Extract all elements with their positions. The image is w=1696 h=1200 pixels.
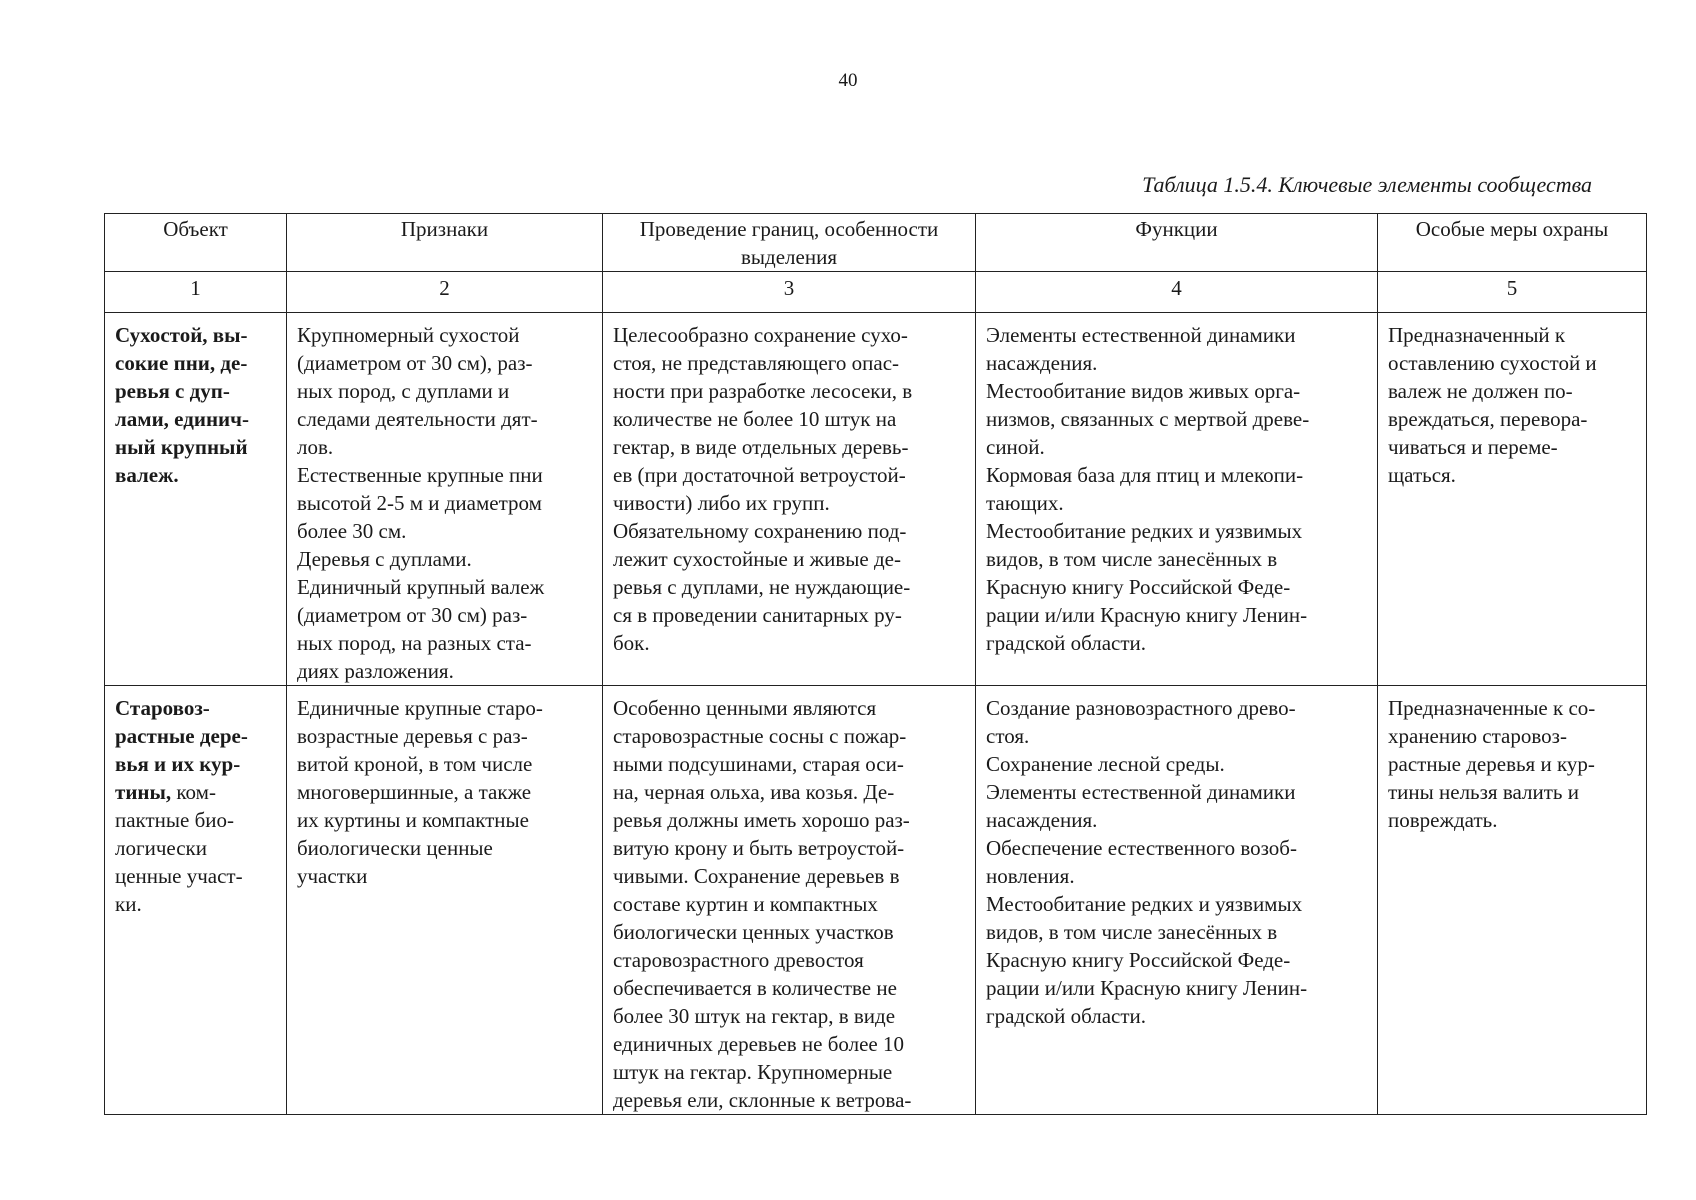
protection-cell: Предназначенный к оставлению сухостой и валеж не должен по- вреждаться, перевора- чиваться и переме- щаться. <box>1378 313 1647 686</box>
header-boundaries: Проведение границ, особенности выделения <box>603 214 976 272</box>
object-name: Старовоз- растные дере- вья и их кур- тины, <box>115 696 248 804</box>
object-description: ком- пактные био- логически ценные участ- ки. <box>115 780 243 916</box>
protection-cell: Предназначенные к со- хранению старовоз- растные деревья и кур- тины нельзя валить и повреждать. <box>1378 686 1647 1115</box>
header-protection: Особые меры охраны <box>1378 214 1647 272</box>
object-cell <box>105 313 287 686</box>
page-number: 40 <box>838 70 858 91</box>
column-number: 4 <box>976 272 1378 313</box>
boundaries-cell: Целесообразно сохранение сухо- стоя, не представляющего опас- ности при разработке лесосеки, в количестве не более 10 штук на гектар, в виде отдельных деревь- ев (при достаточной ветроустой- чивости) либо их групп. Обязательному сохранению под- лежит сухостойные и живые де- ревья с дуплами, не нуждающие- ся в проведении санитарных ру- бок. <box>603 313 976 686</box>
table-header-row <box>105 214 1647 272</box>
features-cell: Единичные крупные старо- возрастные деревья с раз- витой кроной, в том числе многовершинные, а также их куртины и компактные биологически ценные участки <box>287 686 603 1115</box>
header-functions: Функции <box>976 214 1378 272</box>
header-object: Объект <box>105 214 287 272</box>
column-number: 3 <box>603 272 976 313</box>
header-features: Признаки <box>287 214 603 272</box>
object-cell <box>105 686 287 1115</box>
functions-cell: Создание разновозрастного древо- стоя. Сохранение лесной среды. Элементы естественной динамики насаждения. Обеспечение естественного возоб- новления. Местообитание редких и уязвимых видов, в том числе занесённых в Красную книгу Российской Феде- рации и/или Красную книгу Ленин- градской области. <box>976 686 1378 1115</box>
column-number: 2 <box>287 272 603 313</box>
column-number: 1 <box>105 272 287 313</box>
key-elements-table <box>104 213 1647 1115</box>
boundaries-cell: Особенно ценными являются старовозрастные сосны с пожар- ными подсушинами, старая оси- на, черная ольха, ива козья. Де- ревья должны иметь хорошо раз- витую крону и быть ветроустой- чивыми. Сохранение деревьев в составе куртин и компактных биологически ценных участков старовозрастного древостоя обеспечивается в количестве не более 30 штук на гектар, в виде единичных деревьев не более 10 штук на гектар. Крупномерные деревья ели, склонные к ветрова- <box>603 686 976 1115</box>
object-name: Сухостой, вы- сокие пни, де- ревья с дуп- лами, единич- ный крупный валеж. <box>115 323 249 487</box>
table-row <box>105 313 1647 686</box>
table-row <box>105 686 1647 1115</box>
column-number-row <box>105 272 1647 313</box>
features-cell: Крупномерный сухостой (диаметром от 30 см), раз- ных пород, с дуплами и следами деятельности дят- лов. Естественные крупные пни высотой 2-5 м и диаметром более 30 см. Деревья с дуплами. Единичный крупный валеж (диаметром от 30 см) раз- ных пород, на разных ста- диях разложения. <box>287 313 603 686</box>
column-number: 5 <box>1378 272 1647 313</box>
functions-cell: Элементы естественной динамики насаждения. Местообитание видов живых орга- низмов, связанных с мертвой древе- синой. Кормовая база для птиц и млекопи- тающих. Местообитание редких и уязвимых видов, в том числе занесённых в Красную книгу Российской Феде- рации и/или Красную книгу Ленин- градской области. <box>976 313 1378 686</box>
table-caption: Таблица 1.5.4. Ключевые элементы сообщества <box>1142 172 1592 197</box>
